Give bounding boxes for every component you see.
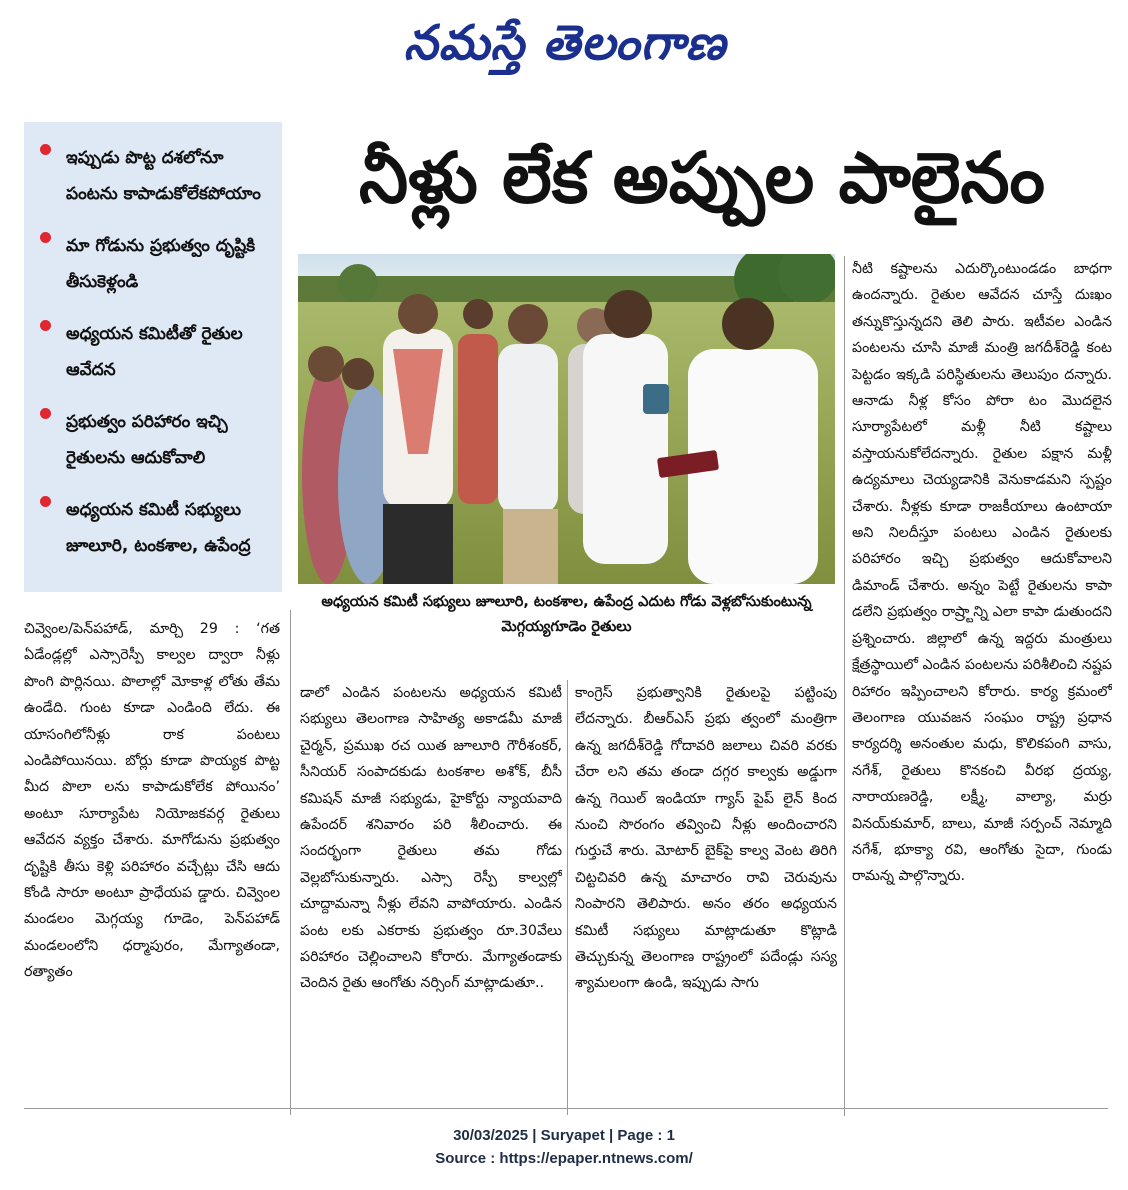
column-divider	[290, 610, 291, 1115]
farmers-field-photo	[298, 254, 835, 584]
footer-source-line: Source : https://epaper.ntnews.com/	[435, 1150, 693, 1167]
article-column-1: చివ్వెంల/పెన్‌పహాడ్, మార్చి 29 : ‘గత ఏడేండ్లల్లో ఎస్సారెస్పీ కాల్వల ద్వారా నీళ్లు పొంగి పొర్లినయి. పొలాల్లో మోకాళ్ల లోతు తేమ ఉండేది. గుంట కూడా ఎండింది లేదు. ఈ యాసంగిలోనీళ్లు రాక పంటలు ఎండిపోయినయి. బోర్లు కూడా పొయ్యక పొట్ట మీద పొలా లను కాపాడుకోలేక పోయినం’ అంటూ సూర్యాపేట నియోజకవర్గ రైతులు ఆవేదన వ్యక్తం చేశారు. మాగోడును ప్రభుత్వం దృష్టికి తీసు కెళ్లి పరిహారం వచ్చేట్లు చేసి ఆదు కోండి సారూ అంటూ ప్రాధేయప డ్డారు. చివ్వెంల మండలం మెగ్గయ్య గూడెం, పెన్‌పహాడ్ మండలంలోని ధర్మాపురం, మేగ్యాతండా, రత్యాతం	[24, 621, 280, 981]
masthead-logo: నమస్తే తెలంగాణ	[403, 15, 727, 71]
highlight-item	[38, 492, 272, 564]
highlight-item	[38, 228, 272, 300]
footer-date-line: 30/03/2025 | Suryapet | Page : 1	[453, 1127, 675, 1144]
photo-caption: అధ్యయన కమిటీ సభ్యులు జూలూరి, టంకశాల, ఉపేంద్ర ఎదుట గోడు వెళ్లబోసుకుంటున్న మెగ్గయ్యగూడెం రైతులు	[321, 594, 812, 635]
footer-divider	[24, 1108, 1108, 1109]
highlight-text: మా గోడును ప్రభుత్వం దృష్టికి తీసుకెళ్లండి	[66, 236, 256, 292]
bullet-icon	[40, 144, 51, 155]
highlight-text: అధ్యయన కమిటీతో రైతుల ఆవేదన	[66, 324, 243, 380]
highlight-item	[38, 404, 272, 476]
highlight-text: అధ్యయన కమిటీ సభ్యులు జూలూరి, టంకశాల, ఉపేంద్ర	[66, 500, 251, 556]
bullet-icon	[40, 320, 51, 331]
highlight-text: ప్రభుత్వం పరిహారం ఇచ్చి రైతులను ఆదుకోవాలి	[66, 412, 228, 468]
highlight-text: ఇప్పుడు పొట్ట దశలోనూ పంటను కాపాడుకోలేకపోయాం	[66, 148, 261, 204]
highlight-item	[38, 316, 272, 388]
highlights-box	[24, 122, 282, 592]
news-photo	[298, 254, 835, 584]
bullet-icon	[40, 496, 51, 507]
column-divider	[567, 680, 568, 1115]
article-column-3: కాంగ్రెస్ ప్రభుత్వానికి రైతులపై పట్టింపు లేదన్నారు. బీఆర్‌ఎస్ ప్రభు త్వంలో మంత్రిగా ఉన్న జగదీశ్‌రెడ్డి గోదావరి జలాలు చివరి వరకు చేరా లని తమ తండా దగ్గర కాల్వకు అడ్డుగా ఉన్న గెయిల్ ఇండియా గ్యాస్ పైప్ లైన్ కింద నుంచి సొరంగం తవ్వించి నీళ్లు అందించారని గుర్తుచే శారు. మోటార్ బైక్‌పై కాల్వ వెంట తిరిగి చిట్టచివరి ఉన్న మాచారం రావి చెరువును నింపారని తెలిపారు. అనం తరం అధ్యయన కమిటీ సభ్యులు మాట్లాడుతూ కొట్లాడి తెచ్చుకున్న తెలంగాణ రాష్ట్రంలో పదేండ్లు సస్య శ్యామలంగా ఉండి, ఇప్పుడు సాగు	[575, 685, 837, 992]
bullet-icon	[40, 232, 51, 243]
article-headline: నీళ్లు లేక అప్పుల పాలైనం	[358, 137, 1046, 219]
bullet-icon	[40, 408, 51, 419]
column-divider	[844, 256, 845, 1116]
page-footer	[0, 1124, 1128, 1170]
article-column-4: నీటి కష్టాలను ఎదుర్కొంటుండడం బాధగా ఉందన్నారు. రైతుల ఆవేదన చూస్తే దుఃఖం తన్నుకొస్తున్నదని తెలి పారు. ఇటీవల ఎండిన పంటలను చూసి మాజీ మంత్రి జగదీశ్‌రెడ్డి కంట పెట్టడం ఇక్కడి పరిస్థితులను తెలుపుం దన్నారు. ఆనాడు నీళ్ల కోసం పోరా టం మొదలైన సూర్యాపేటలో మళ్లీ నీటి కష్టాలు వస్తాయనుకోలేదన్నారు. రైతుల పక్షాన మళ్లీ ఉద్యమాలు చెయ్యడానికి వెనుకాడమని స్పష్టం చేశారు. నీళ్లకు కూడా రాజకీయాలు ఉంటాయా అని నిలదీస్తూ పంటలు ఎండిన రైతులకు పరిహారం ఇచ్చి ప్రభుత్వం ఆదుకోవాలని డిమాండ్ చేశారు. అన్నం పెట్టే రైతులను కాపా డలేని ప్రభుత్వం రాష్ర్టాన్ని ఎలా కాపా డుతుందని ప్రశ్నించారు. జిల్లాలో ఉన్న ఇద్దరు మంత్రులు క్షేత్రస్థాయిలో ఎండిన పంటలను పరిశీలించి నష్టప రిహారం ఇప్పించాలని కోరారు. కార్య క్రమంలో తెలంగాణ యువజన సంఘం రాష్ట్ర ప్రధాన కార్యదర్శి అనంతుల మధు, కొలికపంగి వాసు, నగేశ్, రైతులు కొనకంచి వీరభ ద్రయ్య, నారాయణరెడ్డి, లక్ష్మీ, వాల్యా, మర్రు వినయ్‌కుమార్, బాలు, మాజీ సర్పంచ్ నెమ్మాది నగేశ్, భూక్యా రవి, ఆంగోతు సైదా, గుండు రామన్న పాల్గొన్నారు.	[852, 261, 1112, 885]
article-column-2: డాలో ఎండిన పంటలను అధ్యయన కమిటీ సభ్యులు తెలంగాణ సాహిత్య అకాడమీ మాజీ చైర్మన్, ప్రముఖ రచ యిత జూలూరి గౌరీశంకర్, సీనియర్ సంపాదకుడు టంకశాల అశోక్, బీసీ కమిషన్ మాజీ సభ్యుడు, హైకోర్టు న్యాయవాది ఉపేందర్ శనివారం పరి శీలించారు. ఈ సందర్భంగా రైతులు తమ గోడు వెల్లబోసుకున్నారు. ఎస్సా రెస్పీ కాల్వల్లో చూద్దామన్నా నీళ్లు లేవని వాపోయారు. ఎండిన పంట లకు ఎకరాకు ప్రభుత్వం రూ.30వేలు పరిహారం చెల్లించాలని కోరారు. మేగ్యాతండాకు చెందిన రైతు ఆంగోతు నర్సింగ్ మాట్లాడుతూ..	[300, 685, 562, 992]
highlight-item	[38, 140, 272, 212]
